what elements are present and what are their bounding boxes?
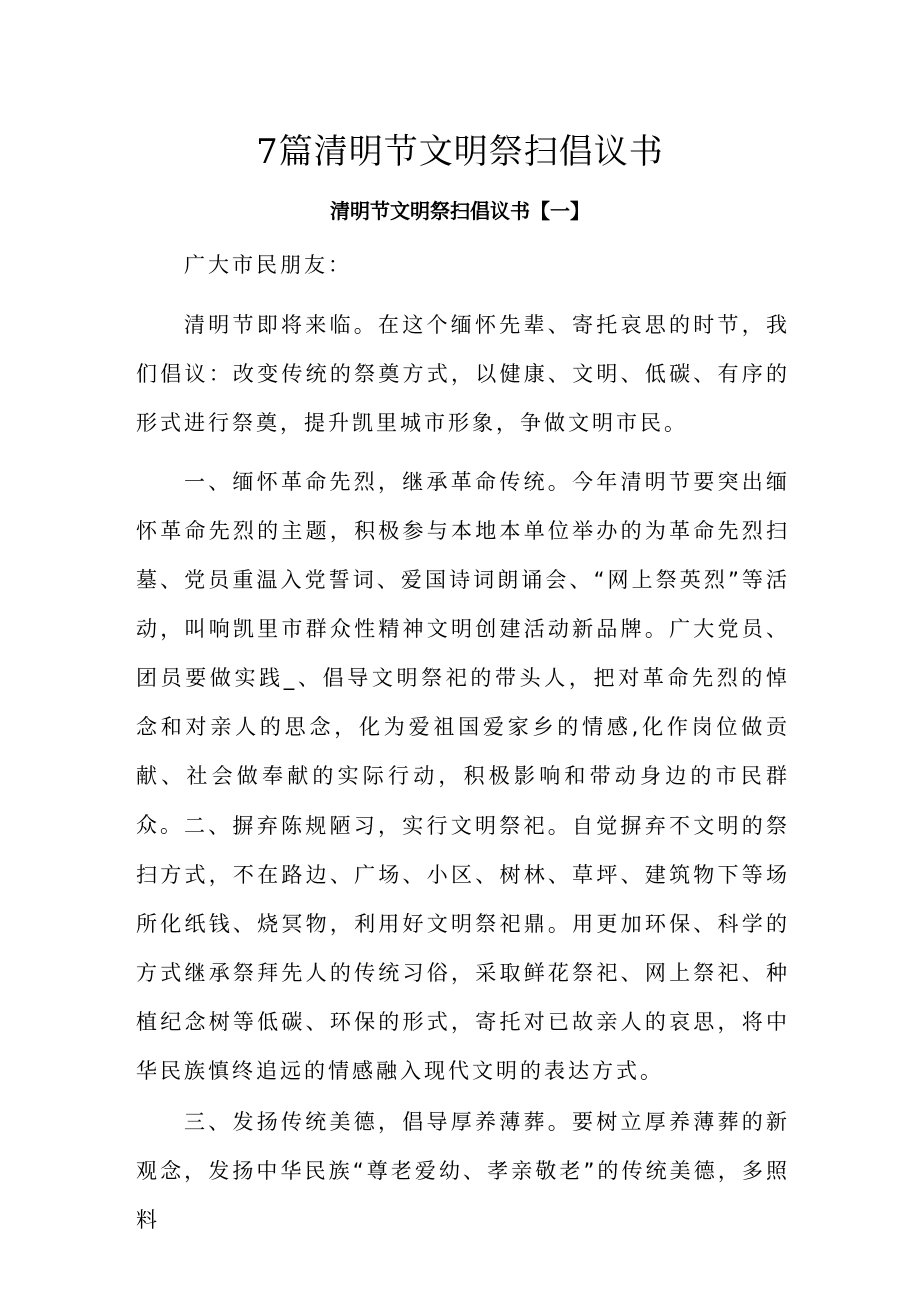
paragraph-intro: 清明节即将来临。在这个缅怀先辈、寄托哀思的时节，我们倡议：改变传统的祭奠方式，以健康、文明、低碳、有序的形式进行祭奠，提升凯里城市形象，争做文明市民。 (136, 313, 790, 435)
paragraph-point-two: 二、摒弃陈规陋习，实行文明祭祀。自觉摒弃不文明的祭扫方式，不在路边、广场、小区、树林、草坪、建筑物下等场所化纸钱、烧冥物，利用好文明祭祀鼎。用更加环保、科学的方式继承祭拜先人的传统习俗，采取鲜花祭祀、网上祭祀、种植纪念树等低碳、环保的形式，寄托对已故亲人的哀思，将中华民族慎终追远的情感融入现代文明的表达方式。 (136, 814, 790, 1083)
salutation: 广大市民朋友： (184, 253, 352, 277)
paragraph-point-one: 一、缅怀革命先烈，继承革命传统。今年清明节要突出缅怀革命先烈的主题，积极参与本地本单位举办的为革命先烈扫墓、党员重温入党誓词、爱国诗词朗诵会、“网上祭英烈”等活动，叫响凯里市群众性精神文明创建活动新品牌。广大党员、团员要做实践_、倡导文明祭祀的带头人，把对革命先烈的悼念和对亲人的思念，化为爱祖国爱家乡的情感,化作岗位做贡献、社会做奉献的实际行动，积极影响和带动身边的市民群众。 (136, 470, 790, 837)
document-title: 7篇清明节文明祭扫倡议书 (256, 132, 664, 172)
paragraph-point-three: 三、发扬传统美德，倡导厚养薄葬。要树立厚养薄葬的新观念，发扬中华民族“尊老爱幼、孝亲敬老”的传统美德，多照料 (136, 1110, 790, 1232)
section-subtitle: 清明节文明祭扫倡议书【一】 (330, 199, 590, 223)
